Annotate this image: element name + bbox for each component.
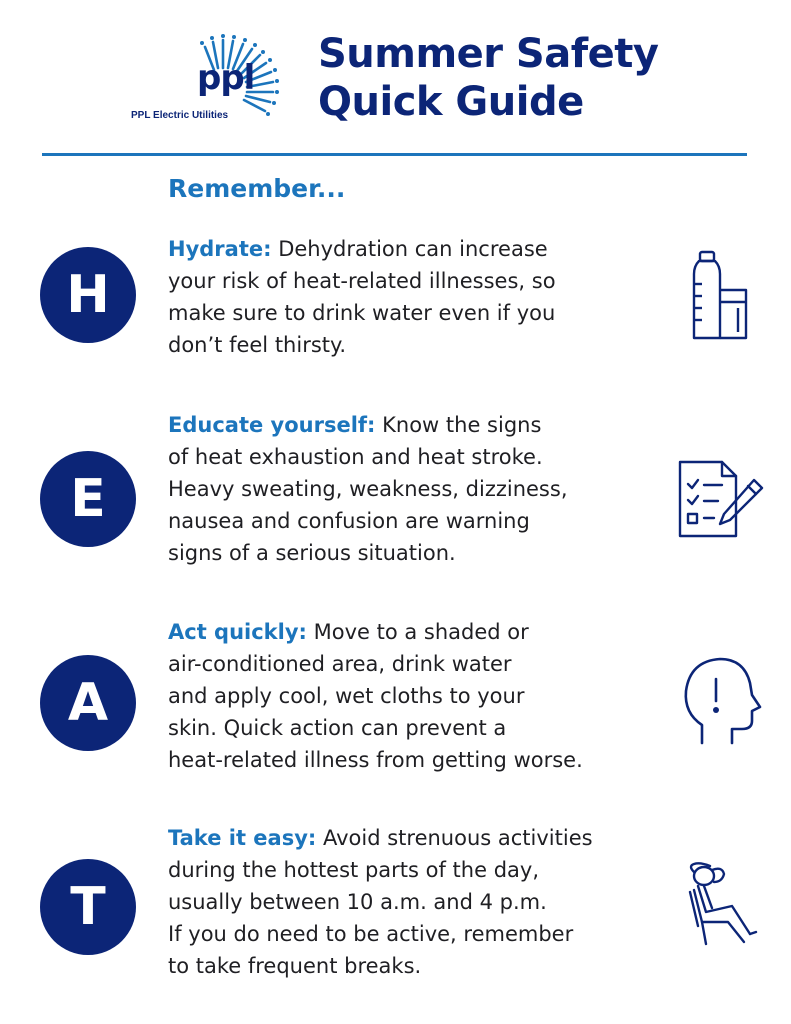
hydrate-line-2: your risk of heat-related illnesses, so — [168, 269, 556, 293]
take-it-easy-line-4: If you do need to be active, remember — [168, 922, 574, 946]
title-line-1: Summer Safety — [318, 31, 659, 77]
act-line-1: Move to a shaded or — [313, 620, 529, 644]
act-line-2: air-conditioned area, drink water — [168, 652, 512, 676]
ppl-logo — [125, 30, 295, 130]
take-it-easy-line-5: to take frequent breaks. — [168, 954, 422, 978]
header-divider — [42, 153, 747, 156]
educate-line-1: Know the signs — [382, 413, 542, 437]
take-it-easy-line-1: Avoid strenuous activities — [322, 826, 593, 850]
title-line-2: Quick Guide — [318, 79, 584, 125]
letter-badge-h: H — [40, 247, 136, 343]
take-it-easy-heading: Take it easy: — [168, 826, 317, 850]
company-name: PPL Electric Utilities — [131, 110, 229, 121]
remember-heading: Remember... — [168, 174, 346, 203]
person-relaxing-in-chair-icon — [684, 862, 760, 946]
act-heading: Act quickly: — [168, 620, 307, 644]
checklist-pencil-icon — [678, 460, 764, 540]
letter-badge-a: A — [40, 655, 136, 751]
letter-badge-t: T — [40, 859, 136, 955]
act-line-3: and apply cool, wet cloths to your — [168, 684, 525, 708]
hydrate-line-3: make sure to drink water even if you — [168, 301, 556, 325]
hydrate-heading: Hydrate: — [168, 237, 272, 261]
educate-line-2: of heat exhaustion and heat stroke. — [168, 445, 543, 469]
hydrate-line-4: don’t feel thirsty. — [168, 333, 347, 357]
educate-paragraph — [168, 409, 568, 569]
take-it-easy-paragraph — [168, 822, 593, 982]
act-line-4: skin. Quick action can prevent a — [168, 716, 507, 740]
hydrate-line-1: Dehydration can increase — [278, 237, 548, 261]
logo-wordmark: ppl — [197, 58, 255, 98]
hydrate-paragraph — [168, 233, 556, 361]
act-line-5: heat-related illness from getting worse. — [168, 748, 583, 772]
act-paragraph — [168, 616, 583, 776]
educate-line-5: signs of a serious situation. — [168, 541, 456, 565]
take-it-easy-line-2: during the hottest parts of the day, — [168, 858, 539, 882]
page-title — [318, 30, 658, 126]
educate-line-3: Heavy sweating, weakness, dizziness, — [168, 477, 568, 501]
water-bottle-and-glass-icon — [690, 250, 752, 342]
head-exclamation-icon — [682, 655, 762, 747]
take-it-easy-line-3: usually between 10 a.m. and 4 p.m. — [168, 890, 547, 914]
letter-badge-e: E — [40, 451, 136, 547]
educate-heading: Educate yourself: — [168, 413, 376, 437]
educate-line-4: nausea and confusion are warning — [168, 509, 530, 533]
